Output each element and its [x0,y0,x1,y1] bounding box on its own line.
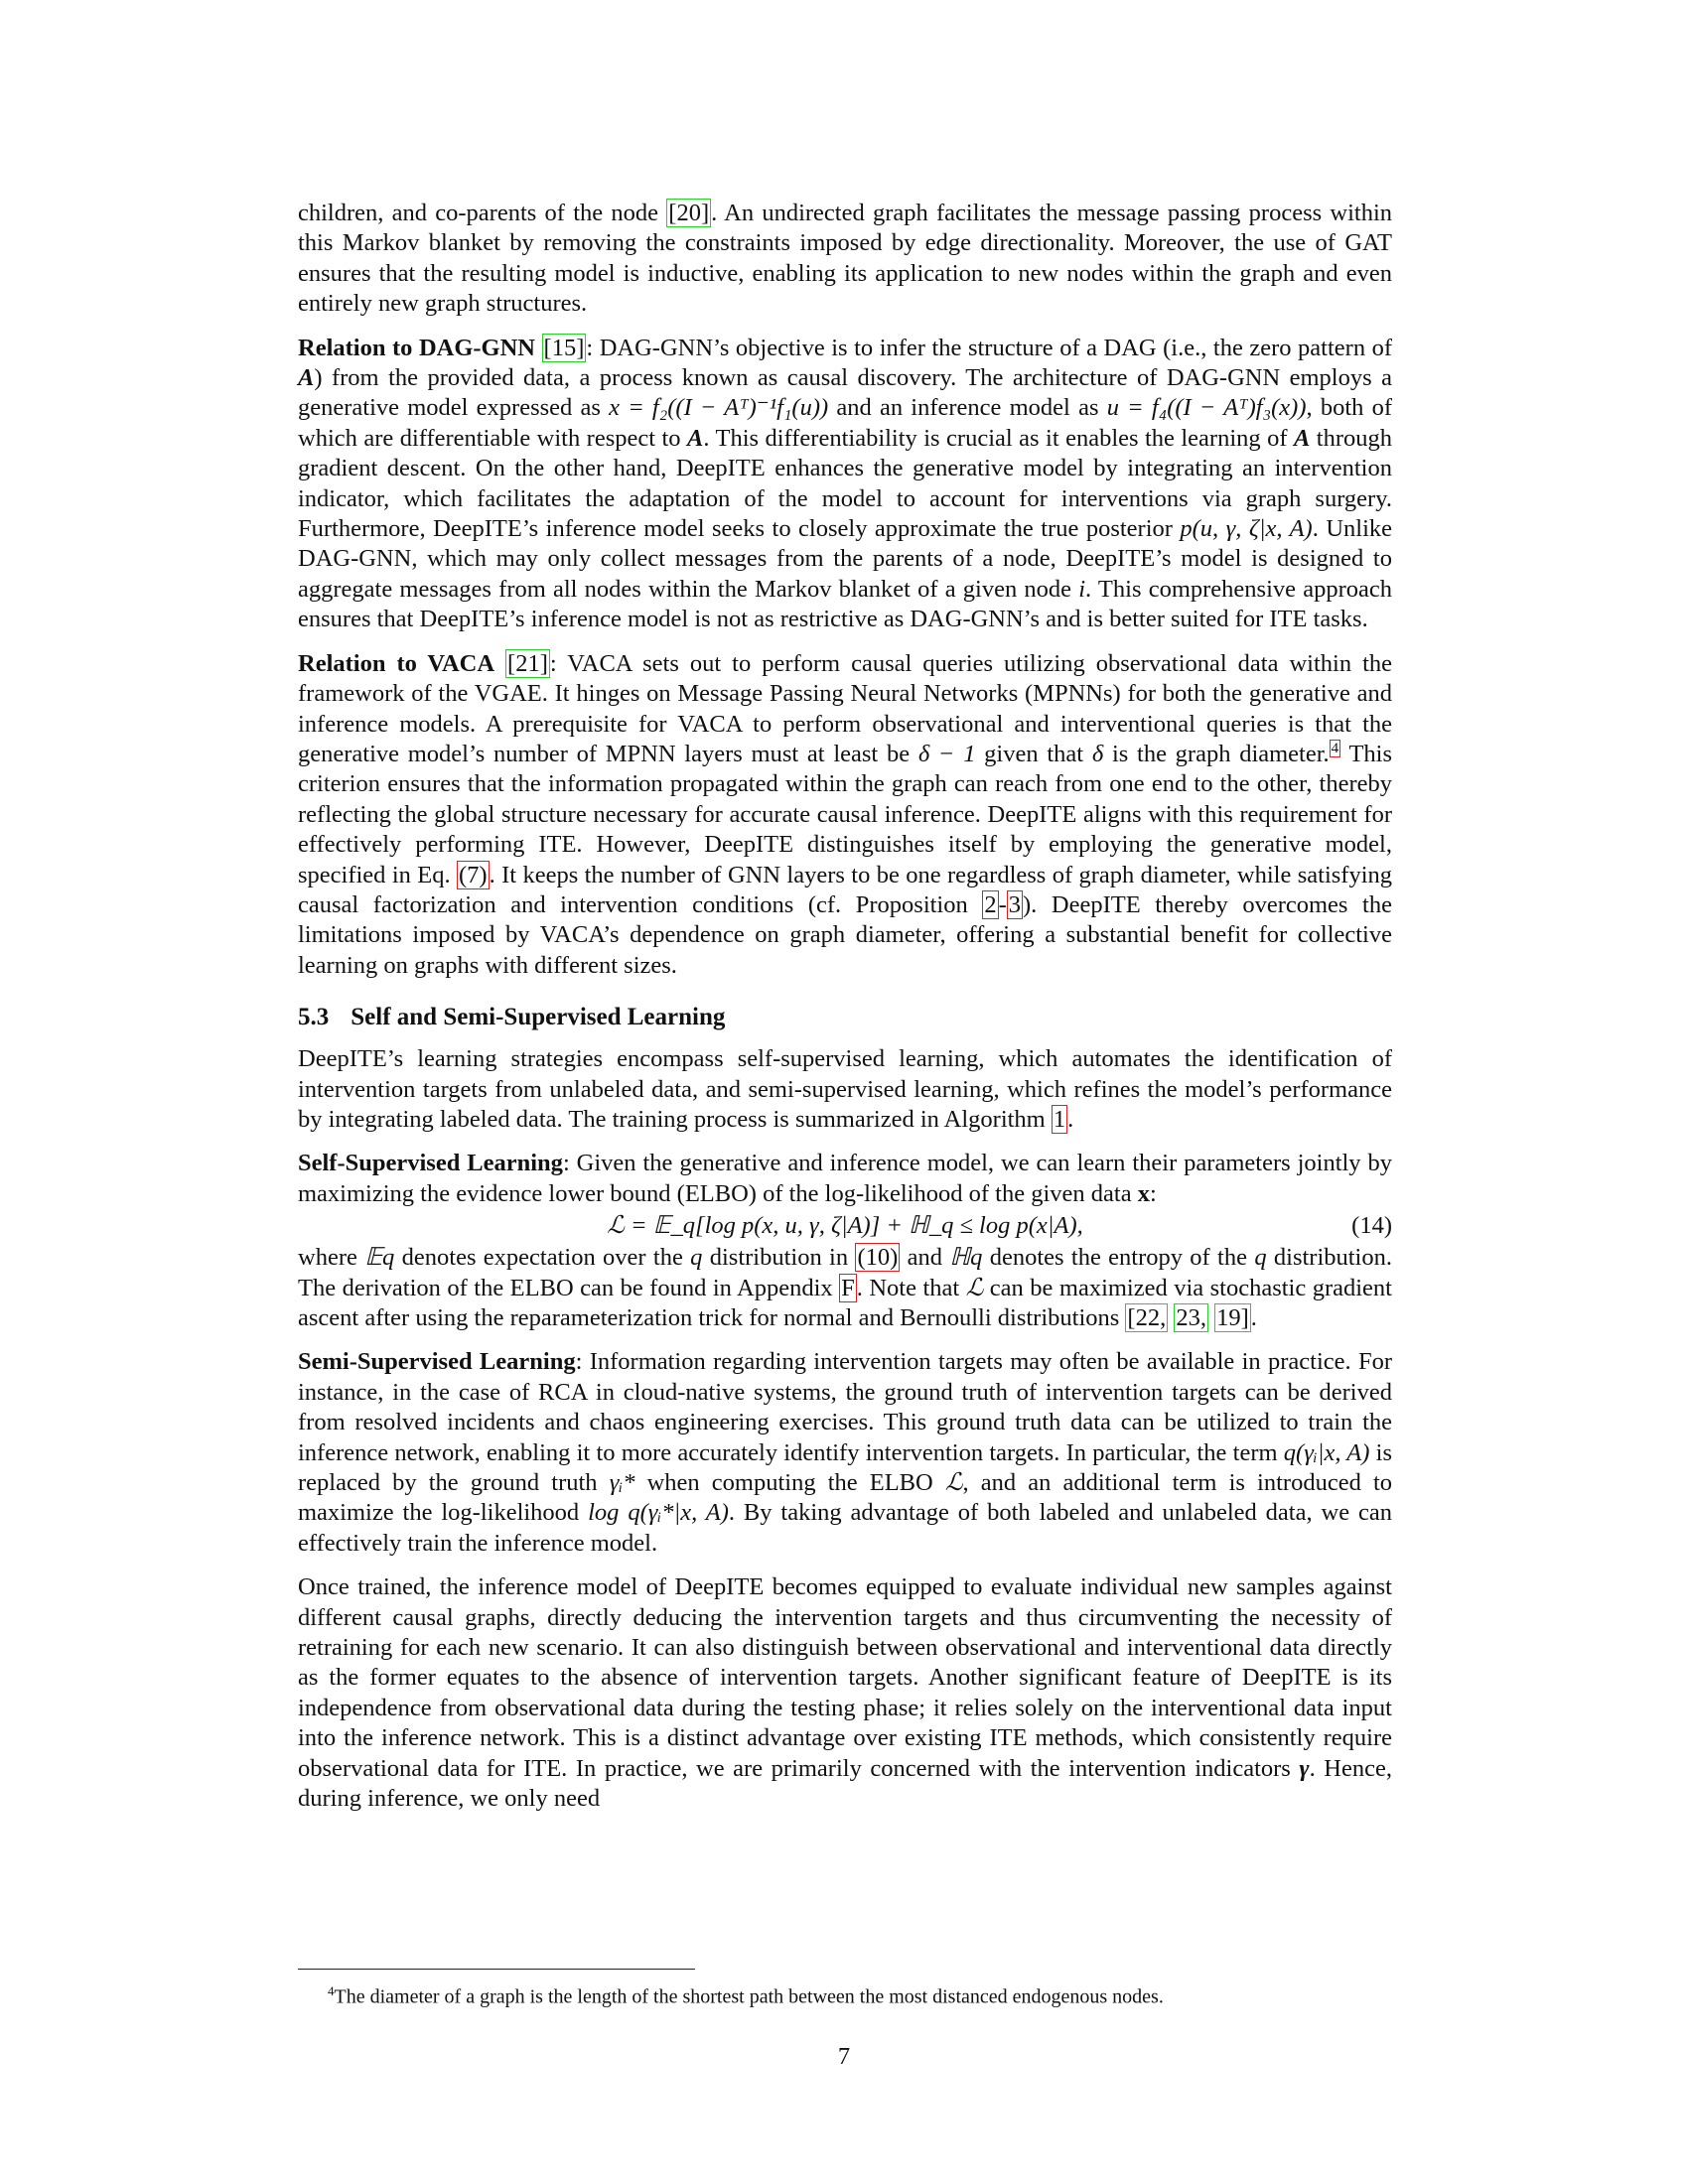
text: distribution in [702,1244,856,1272]
equation-link[interactable]: (7) [459,861,488,888]
math: x = f₂((I − Aᵀ)⁻¹f₁(u)) [609,394,829,422]
text: : Information regarding intervention targets may often be available in practice. For instance, in the case of RCA in cloud-native systems, the ground truth of intervention targets can be derived from resolved incidents and chaos engineering exercises. This ground truth data can be utilized to train the inference network, enabling it to more accurately identify intervention targets. In particular, the term [298,1348,1392,1466]
paragraph-strategies [298,1044,1392,1135]
text: through gradient descent. On the other hand, DeepITE enhances the generative model by integrating an intervention indicator, which facilitates the adaptation of the model to account for interventions via graph surgery. Furthermore, DeepITE’s inference model seeks to closely approximate the true posterior [298,424,1392,543]
citation-link[interactable]: [21] [507,649,548,677]
math: γ [1299,1754,1310,1782]
text: . [1067,1105,1074,1133]
text: Once trained, the inference model of DeepITE becomes equipped to evaluate individual new samples against different causal graphs, directly deducing the intervention targets and thus circumventing the necessity of retraining for each new scenario. It can also distinguish between observational and interventional data directly as the former equates to the absence of intervention targets. Another significant feature of DeepITE is its independence from observational data during the testing phase; it relies solely on the interventional data input into the inference network. This is a distinct advantage over existing ITE methods, which consistently require observational data for ITE. In practice, we are primarily concerned with the intervention indicators [298,1573,1392,1782]
math: A [298,364,315,392]
text: where [298,1244,365,1272]
paragraph-heading: Relation to DAG-GNN [298,334,535,361]
text: given that [975,740,1092,767]
math: 𝔼q [364,1244,395,1272]
appendix-link[interactable]: F [841,1274,855,1301]
equation-number: (14) [1351,1212,1392,1240]
math: δ [1091,740,1104,767]
math: A [1293,424,1311,452]
math: δ − 1 [917,740,976,767]
algorithm-link[interactable]: 1 [1053,1105,1066,1133]
math: u = f₄((I − Aᵀ)f₃(x)) [1106,394,1307,422]
math: γᵢ* [609,1469,635,1497]
text: , both of which are differentiable with respect to [298,394,1392,452]
text: when computing the ELBO [634,1469,945,1497]
section-number: 5.3 [298,1004,330,1031]
text: denotes expectation over the [394,1244,691,1272]
text: - [998,890,1007,918]
math: q(γᵢ|x, A) [1283,1438,1370,1466]
math: i [1078,575,1086,603]
text: and [900,1244,950,1272]
text: and an inference model as [828,394,1107,422]
proposition-link[interactable]: 3 [1008,890,1022,918]
text: DeepITE’s learning strategies encompass self-supervised learning, which automates the identification of intervention targets from unlabeled data, and semi-supervised learning, which refines the model’s performance by integrating labeled data. The training process is summarized in Algorithm [298,1045,1392,1133]
text: . By taking advantage of both labeled and unlabeled data, we can effectively train the inference model. [298,1499,1392,1557]
text: denotes the entropy of the [982,1244,1255,1272]
text: children, and co-parents of the node [298,200,659,226]
paragraph-dag-gnn [298,334,1392,635]
text: ) from the provided data, a process known as causal discovery. The architecture of DAG-GNN employs a generative model expressed as [298,364,1392,422]
text: : VACA sets out to perform causal queries utilizing observational data within the framework of the VGAE. It hinges on Message Passing Neural Networks (MPNNs) for both the generative and inference models. A prerequisite for VACA to perform observational and interventional queries is that the generative model’s number of MPNN layers must at least be [298,649,1393,767]
page-number: 7 [837,2043,851,2070]
text: : DAG-GNN’s objective is to infer the structure of a DAG (i.e., the zero pattern of [586,334,1393,361]
math: ℒ [944,1469,963,1497]
section-heading [298,1003,1392,1032]
text: : [1149,1179,1157,1207]
section-title: Self and Semi-Supervised Learning [351,1004,726,1031]
text: . It keeps the number of GNN layers to be one regardless of graph diameter, while satisfying causal factorization and intervention conditions (cf. Proposition [298,861,1393,918]
proposition-link[interactable]: 2 [984,890,997,918]
paragraph-heading: Self-Supervised Learning [298,1150,563,1177]
text: distribution. The derivation of the ELBO can be found in Appendix [298,1244,1392,1301]
text: . Unlike DAG-GNN, which may only collect messages from the parents of a node, DeepITE’s model is designed to aggregate messages from all nodes within the Markov blanket of a given node [298,515,1393,603]
text: This criterion ensures that the information propagated within the graph can reach from one end to the other, thereby reflecting the global structure necessary for accurate causal inference. DeepITE aligns with this requirement for effectively performing ITE. However, DeepITE distinguishes itself by employing the generative model, specified in Eq. [298,740,1393,888]
text: ). DeepITE thereby overcomes the limitations imposed by VACA’s dependence on graph diameter, offering a substantial benefit for collective learning on graphs with different sizes. [298,890,1392,979]
paragraph-once-trained [298,1572,1392,1814]
footnote-mark: 4 [328,1983,335,1998]
page-body [298,199,1392,1829]
text: is the graph diameter. [1103,740,1330,767]
text: is replaced by the ground truth [298,1438,1392,1497]
equation-body [298,1211,1333,1241]
citation-link[interactable]: [20] [668,200,710,226]
footnote-divider [298,1969,695,1970]
citation-link[interactable]: 23, [1176,1304,1206,1331]
paragraph-markov [298,199,1392,320]
text: . This comprehensive approach ensures that DeepITE’s inference model is not as restrictive as DAG-GNN’s and is better suited for ITE tasks. [298,575,1392,633]
paragraph-semi-supervised [298,1347,1392,1559]
text: . Hence, during inference, we only need [298,1754,1392,1813]
text: . An undirected graph facilitates the message passing process within this Markov blanket by removing the constraints imposed by edge directionality. Moreover, the use of GAT ensures that the resulting model is inductive, enabling its application to new nodes within the graph and even entirely new graph structures. [298,200,1392,318]
math: p(u, γ, ζ|x, A) [1180,515,1313,543]
math: q [690,1244,703,1272]
text: : Given the generative and inference model, we can learn their parameters jointly by maximizing the evidence lower bound (ELBO) of the log-likelihood of the given data [298,1150,1392,1207]
math: log q(γᵢ*|x, A) [588,1499,729,1527]
equation-14 [298,1211,1392,1241]
text: can be maximized via stochastic gradient ascent after using the reparameterization trick for normal and Bernoulli distributions [298,1274,1392,1331]
paragraph-heading: Semi-Supervised Learning [298,1348,576,1376]
footnote-link[interactable]: 4 [1331,740,1339,756]
text: . Note that [856,1274,966,1301]
text: , and an additional term is introduced to maximize the log-likelihood [298,1469,1393,1527]
text: . This differentiability is crucial as it enables the learning of [703,424,1294,452]
paragraph-where [298,1243,1392,1333]
math: ℍq [949,1244,983,1272]
citation-link[interactable]: [15] [543,334,585,361]
paragraph-self-supervised [298,1149,1392,1209]
text: . [1250,1304,1257,1331]
citation-link[interactable]: [22, [1127,1304,1167,1331]
math: q [1254,1244,1267,1272]
equation-link[interactable]: (10) [857,1244,899,1272]
footnote-text: The diameter of a graph is the length of the shortest path between the most distanced endogenous nodes. [334,1985,1164,2008]
math: ℒ [965,1274,984,1301]
citation-link[interactable]: 19] [1216,1304,1249,1331]
math: A [687,424,704,452]
math: x [1137,1179,1150,1207]
footnote [328,1979,1164,2010]
paragraph-heading: Relation to VACA [298,649,495,677]
math: ℒ = 𝔼_q[log p(x, u, γ, ζ|A)] + ℍ_q ≤ log p(x|A), [607,1212,1083,1240]
paragraph-vaca [298,649,1392,981]
